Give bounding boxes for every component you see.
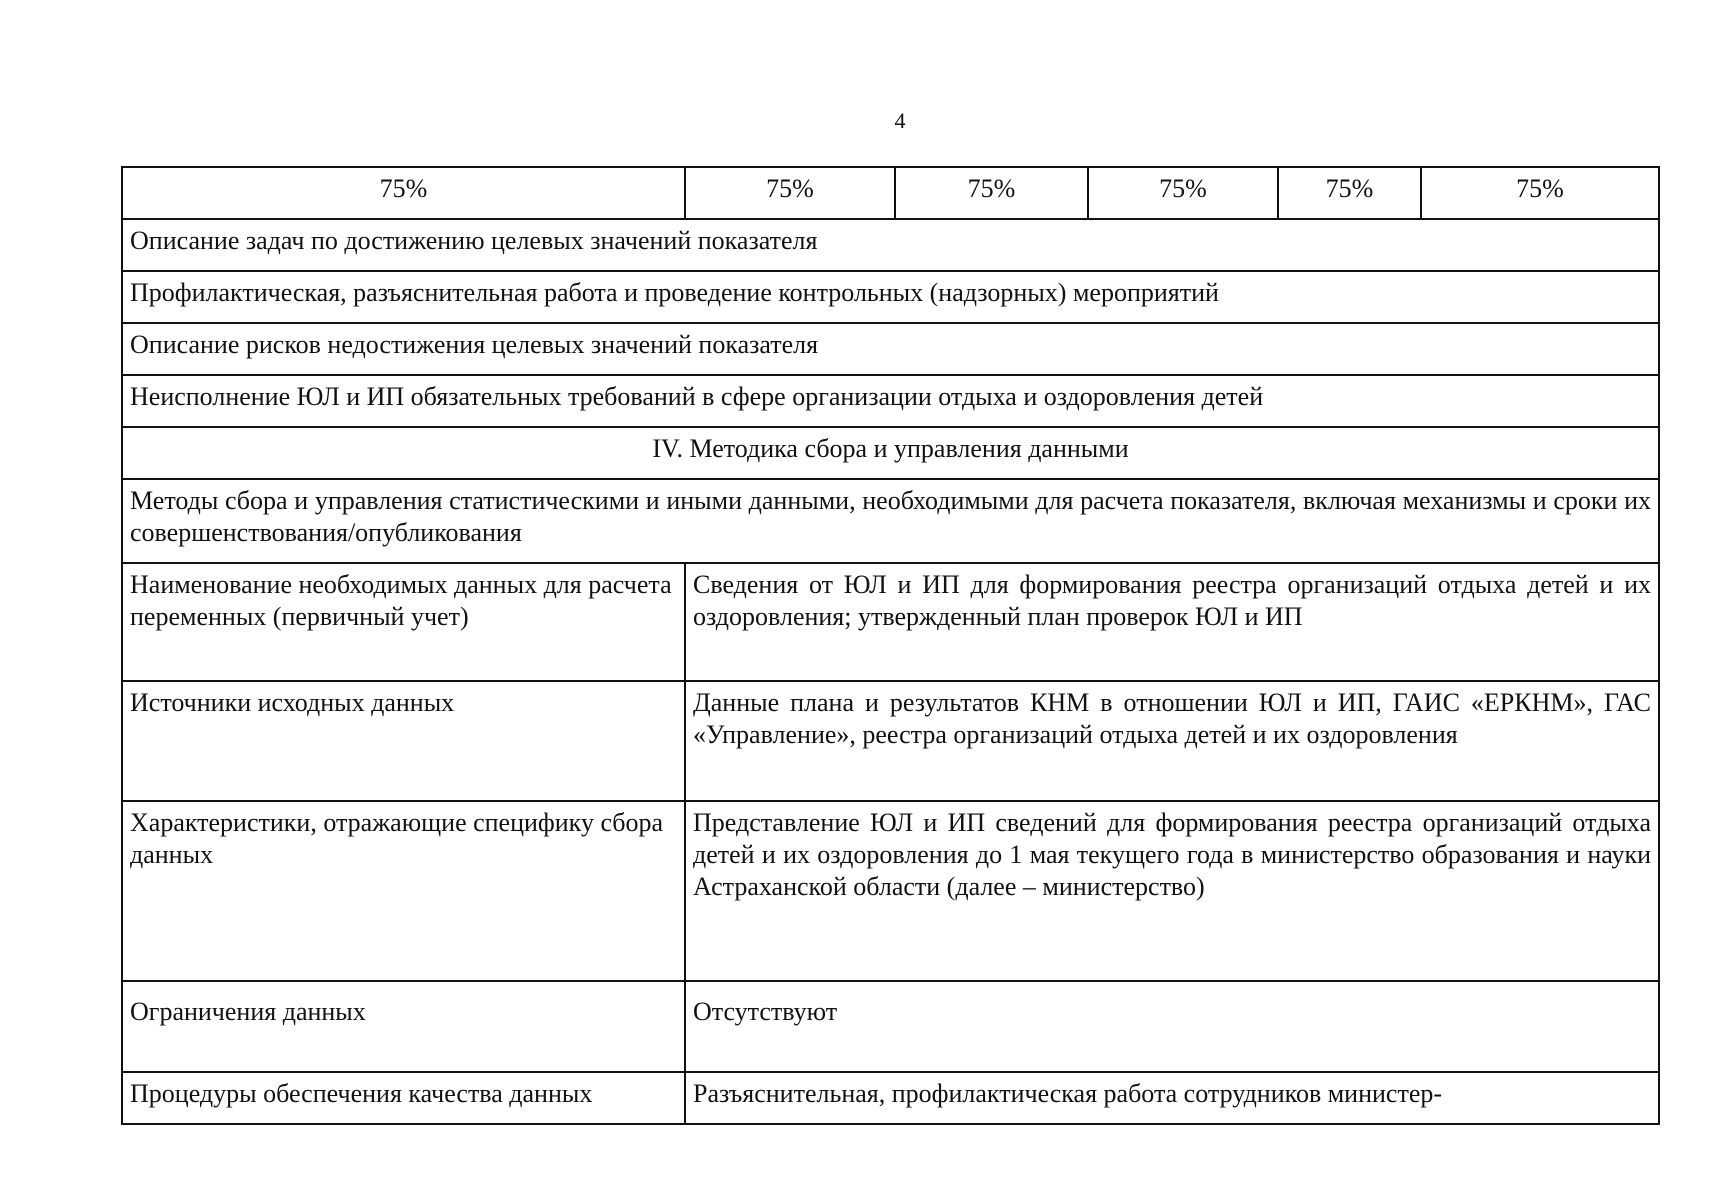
pair-label: Процедуры обеспечения качества данных: [122, 1072, 685, 1124]
percent-cell: 75%: [1421, 167, 1659, 219]
pair-row-sources: [122, 681, 1659, 801]
percent-cell: 75%: [122, 167, 685, 219]
tasks-description-header-row: [122, 219, 1659, 271]
percent-cell: 75%: [685, 167, 895, 219]
pair-row-required-data: [122, 563, 1659, 681]
pair-row-limitations: [122, 981, 1659, 1072]
page-number: 4: [894, 108, 906, 133]
pair-value: Представление ЮЛ и ИП сведений для формирования реестра организаций отдыха детей и их оздоровления до 1 мая текущего года в министерство образования и науки Астраханской области (далее – министерство): [685, 801, 1659, 981]
pair-label: Ограничения данных: [122, 981, 685, 1072]
methods-row: [122, 479, 1659, 563]
percent-cell: 75%: [1088, 167, 1278, 219]
tasks-description-text: Профилактическая, разъяснительная работа и проведение контрольных (надзорных) мероприятий: [122, 271, 1659, 323]
risks-description-text: Неисполнение ЮЛ и ИП обязательных требований в сфере организации отдыха и оздоровления детей: [122, 375, 1659, 427]
pair-label: Источники исходных данных: [122, 681, 685, 801]
risks-description-header-row: [122, 323, 1659, 375]
pair-value: Отсутствуют: [685, 981, 1659, 1072]
section-title: IV. Методика сбора и управления данными: [122, 427, 1659, 479]
tasks-description-row: [122, 271, 1659, 323]
risks-description-header: Описание рисков недостижения целевых значений показателя: [122, 323, 1659, 375]
section-title-row: [122, 427, 1659, 479]
tasks-description-header: Описание задач по достижению целевых значений показателя: [122, 219, 1659, 271]
percent-cell: 75%: [895, 167, 1088, 219]
pair-label: Наименование необходимых данных для расчета переменных (первичный учет): [122, 563, 685, 681]
percent-cell: 75%: [1278, 167, 1421, 219]
percent-values-row: [122, 167, 1659, 219]
pair-value: Данные плана и результатов КНМ в отношении ЮЛ и ИП, ГАИС «ЕРКНМ», ГАС «Управление», реестра организаций отдыха детей и их оздоровления: [685, 681, 1659, 801]
pair-row-characteristics: [122, 801, 1659, 981]
pair-row-quality: [122, 1072, 1659, 1124]
pair-value: Сведения от ЮЛ и ИП для формирования реестра организаций отдыха детей и их оздоровления; утвержденный план проверок ЮЛ и ИП: [685, 563, 1659, 681]
pair-label: Характеристики, отражающие специфику сбора данных: [122, 801, 685, 981]
methods-text: Методы сбора и управления статистическими и иными данными, необходимыми для расчета показателя, включая механизмы и сроки их совершенствования/опубликования: [122, 479, 1659, 563]
indicator-table: [121, 166, 1660, 1125]
pair-value: Разъяснительная, профилактическая работа сотрудников министер-: [685, 1072, 1659, 1124]
risks-description-row: [122, 375, 1659, 427]
